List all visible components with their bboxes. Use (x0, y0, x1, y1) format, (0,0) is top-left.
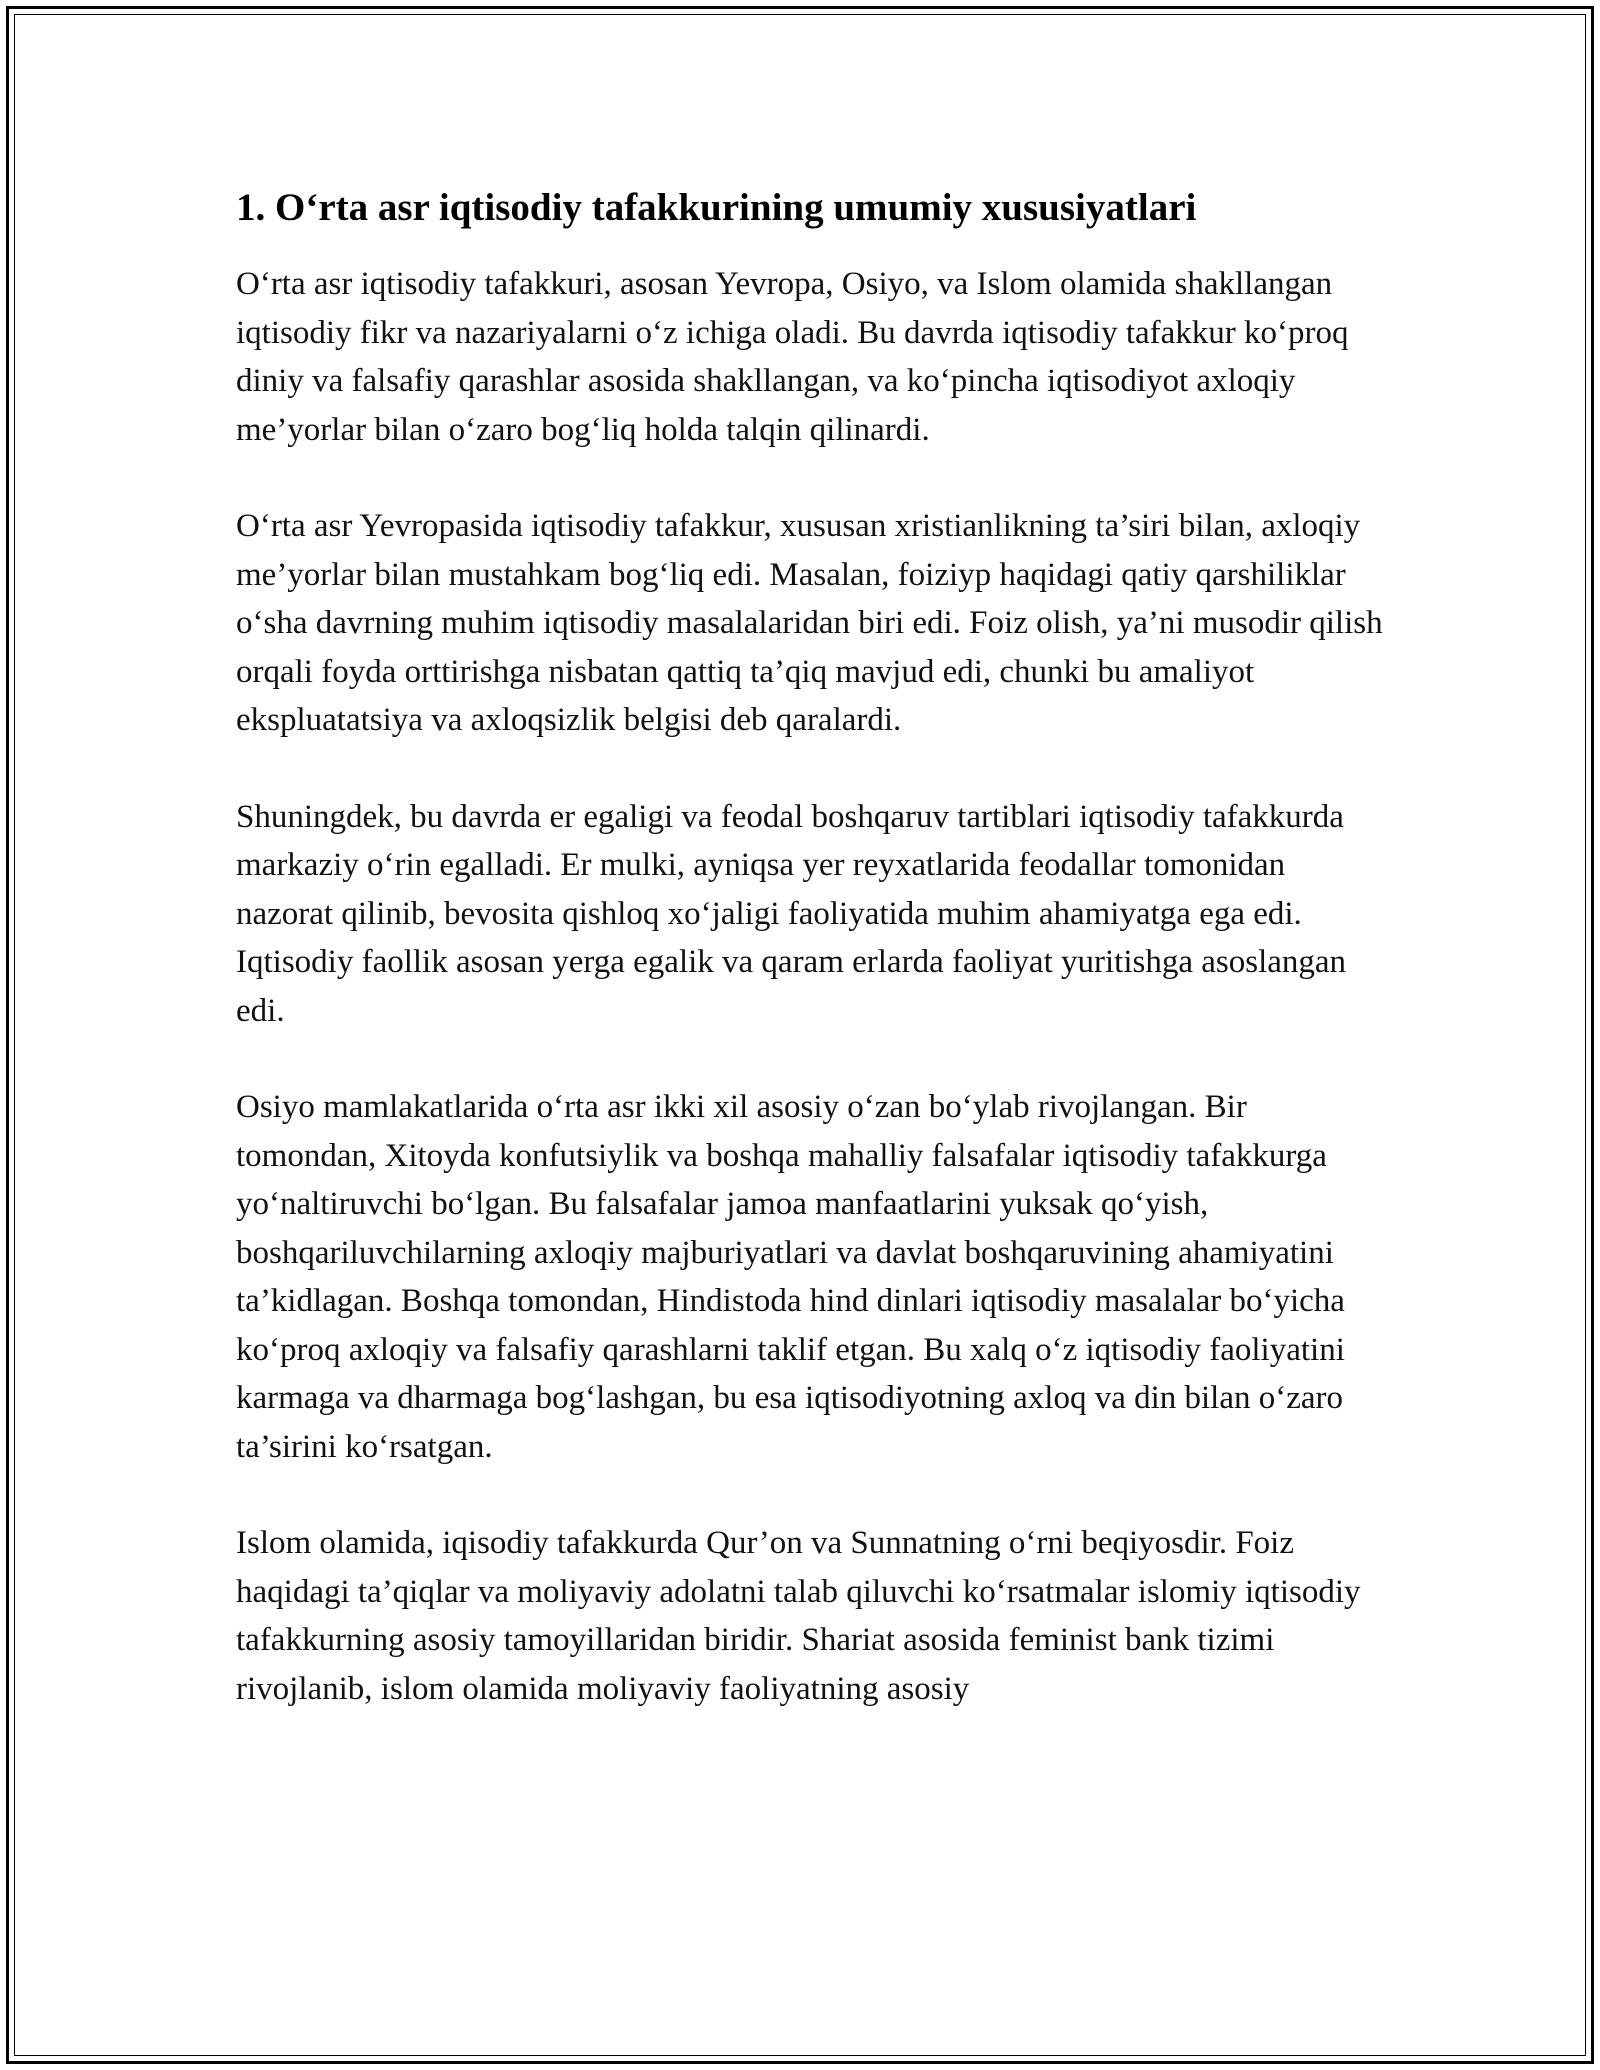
paragraph-2: O‘rta asr Yevropasida iqtisodiy tafakkur, xususan xristianlikning ta’siri bilan, axloqiy me’yorlar bilan mustahkam bog‘liq edi. Masalan, foiziyp haqidagi qatiy qarshiliklar o‘sha davrning muhim iqtisodiy masalalaridan biri edi. Foiz olish, ya’ni musodir qilish orqali foyda orttirishga nisbatan qattiq ta’qiq mavjud edi, chunki bu amaliyot ekspluatatsiya va axloqsizlik belgisi deb qaralardi. (236, 508, 1383, 738)
paragraph-5: Islom olamida, iqisodiy tafakkurda Qur’on va Sunnatning o‘rni beqiyosdir. Foiz haqidagi ta’qiqlar va moliyaviy adolatni talab qiluvchi ko‘rsatmalar islomiy iqtisodiy tafakkurning asosiy tamoyillaridan biridir. Shariat asosida feminist bank tizimi rivojlanib, islom olamida moliyaviy faoliyatning asosiy (236, 1525, 1361, 1707)
section-heading: 1. O‘rta asr iqtisodiy tafakkurining umumiy xususiyatlari (236, 186, 1197, 229)
paragraph-3: Shuningdek, bu davrda er egaligi va feodal boshqaruv tartiblari iqtisodiy tafakkurda markaziy o‘rin egalladi. Er mulki, ayniqsa yer reyxatlarida feodallar tomonidan nazorat qilinib, bevosita qishloq xo‘jaligi faoliyatida muhim ahamiyatga ega edi. Iqtisodiy faollik asosan yerga egalik va qaram erlarda faoliyat yuritishga asoslangan edi. (236, 798, 1347, 1029)
document-body (236, 184, 1386, 1761)
paragraph-4: Osiyo mamlakatlarida o‘rta asr ikki xil asosiy o‘zan bo‘ylab rivojlangan. Bir tomondan, Xitoyda konfutsiylik va boshqa mahalliy falsafalar iqtisodiy tafakkurga yo‘naltiruvchi bo‘lgan. Bu falsafalar jamoa manfaatlarini yuksak qo‘yish, boshqariluvchilarning axloqiy majburiyatlari va davlat boshqaruvining ahamiyatini ta’kidlagan. Boshqa tomondan, Hindistoda hind dinlari iqtisodiy masalalar bo‘yicha ko‘proq axloqiy va falsafiy qarashlarni taklif etgan. Bu xalq o‘z iqtisodiy faoliyatini karmaga va dharmaga bog‘lashgan, bu esa iqtisodiyotning axloq va din bilan o‘zaro ta’sirini ko‘rsatgan. (236, 1089, 1345, 1465)
paragraph-1: O‘rta asr iqtisodiy tafakkuri, asosan Yevropa, Osiyo, va Islom olamida shakllangan iqtisodiy fikr va nazariyalarni o‘z ichiga oladi. Bu davrda iqtisodiy tafakkur ko‘proq diniy va falsafiy qarashlar asosida shakllangan, va ko‘pincha iqtisodiyot axloqiy me’yorlar bilan o‘zaro bog‘liq holda talqin qilinardi. (236, 266, 1349, 448)
